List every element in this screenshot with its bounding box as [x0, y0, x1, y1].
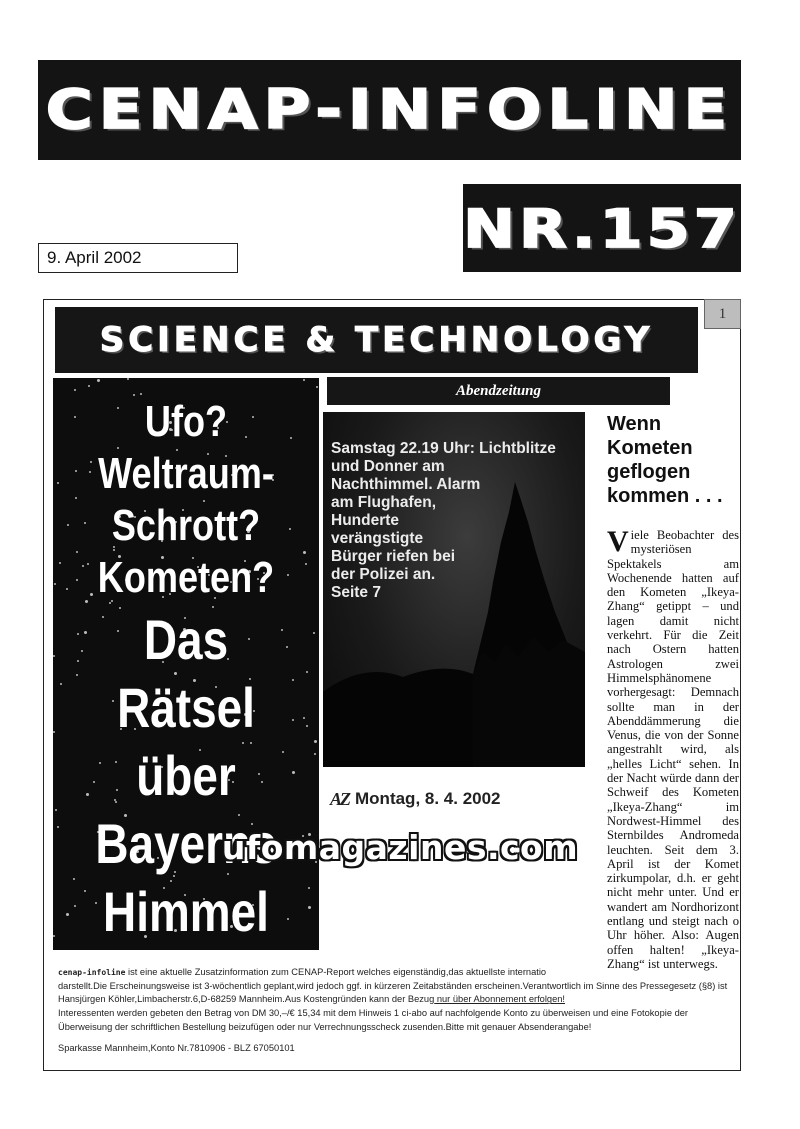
star-dot: [74, 905, 76, 907]
section-banner: [55, 307, 698, 373]
headline-line: über: [136, 744, 236, 807]
star-dot: [57, 482, 59, 484]
title-line: Wenn: [607, 413, 662, 435]
article-dropcap: V: [607, 525, 629, 558]
star-dot: [308, 887, 310, 889]
question-line: Ufo?: [144, 397, 228, 446]
star-dot: [66, 913, 69, 916]
caption-line: am Flughafen,: [331, 494, 437, 511]
caption-line: Samstag 22.19 Uhr: Lichtblitze: [331, 440, 556, 457]
night-sky-photo: [323, 412, 585, 767]
caption-line: Bürger riefen bei: [331, 548, 456, 565]
headline-line: Das: [143, 608, 229, 671]
star-dot: [60, 683, 62, 685]
page-number: 1: [704, 299, 741, 329]
star-dot: [55, 809, 57, 811]
title-line: kommen . . .: [607, 485, 723, 507]
newspaper-name-bar: [327, 377, 670, 405]
caption-line: und Donner am: [331, 458, 445, 475]
clipping-headline: [77, 606, 295, 946]
question-line: Weltraum-: [98, 449, 274, 498]
headline-line: Himmel: [103, 880, 269, 943]
newspaper-name: Abendzeitung: [455, 382, 542, 399]
issue-date-box: [38, 243, 238, 273]
star-dot: [313, 632, 315, 634]
masthead-banner: [38, 60, 741, 160]
star-dot: [127, 378, 129, 380]
masthead-title: CENAP-INFOLINE: [45, 78, 734, 142]
footer-bank-details: Sparkasse Mannheim,Konto Nr.7810906 - BLZ 67050101: [58, 1042, 295, 1053]
star-dot: [314, 740, 317, 743]
star-dot: [66, 588, 68, 590]
issue-number-box: [463, 184, 741, 272]
star-dot: [306, 671, 308, 673]
issue-number: NR.157: [463, 196, 741, 260]
star-dot: [73, 878, 75, 880]
photo-caption: [331, 440, 579, 602]
footer-text-1: ist eine aktuelle Zusatzinformation zum CENAP-Report welches eigenständig,das aktuellste internatio: [125, 967, 547, 977]
star-dot: [303, 551, 306, 554]
section-title: SCIENCE & TECHNOLOGY: [99, 320, 654, 360]
star-dot: [303, 717, 305, 719]
star-dot: [53, 935, 55, 937]
star-dot: [305, 563, 307, 565]
footer-notice: [58, 966, 738, 1062]
footer-text-2: darstellt.Die Erscheinungsweise ist 3-wöchentlich geplant,wird jedoch ggf. in kürzeren Zeitabständen erscheinen.Verantwortlich im Sinne des Pressegesetz (§8) ist Hansjürgen Köhler,Limbacherstr.6,D-68259 Mannheim.Aus Kostengründen kann der Bezug: [58, 980, 728, 1005]
caption-line: Seite 7: [331, 584, 381, 601]
star-dot: [59, 562, 61, 564]
star-dot: [314, 753, 316, 755]
caption-line: der Polizei an.: [331, 566, 436, 583]
title-line: geflogen: [607, 461, 691, 483]
star-dot: [53, 655, 55, 657]
star-dot: [308, 906, 311, 909]
footer-subscription-note: nur über Abonnement erfolgen!: [434, 994, 566, 1005]
star-dot: [74, 416, 76, 418]
caption-line: Nachthimmel. Alarm: [331, 476, 481, 493]
dateline-text: Montag, 8. 4. 2002: [355, 789, 501, 808]
title-line: Kometen: [607, 437, 693, 459]
article-text: iele Beobachter des mysteriösen Spektakels am Wochenende hatten auf den Kometen „Ikeya-Zhang“ getippt – und lagen damit nicht verkehrt. Für die Zeit nach Ostern hatten Astrologen zwei Himmelsphänomene vorhergesagt: Demnach sollte man in der Abenddämmerung die Venus, die von der Sonne angestrahlt wird, als „helles Licht“ sehen. In der Nacht würde dann der Schweif des Kometen „Ikeya-Zhang“ im Nordwest-Himmel des Sternbildes Andromeda leuchten. Seit dem 3. April ist der Komet zirkumpolar, d.h. er geht nicht mehr unter. Und er wandert am Nordhorizont entlang und steigt nach o Uhr höher. Also: Augen offen halten! „Ikeya-Zhang“ ist unterwegs.: [607, 528, 739, 971]
footer-brand: cenap-infoline: [58, 968, 126, 977]
star-dot: [88, 385, 90, 387]
article-title: [607, 412, 747, 508]
star-dot: [306, 725, 308, 727]
headline-line: Rätsel: [117, 676, 255, 739]
star-dot: [53, 731, 55, 733]
star-dot: [303, 379, 305, 381]
article-body: [607, 525, 739, 971]
clipping-question: [77, 396, 295, 604]
issue-date: 9. April 2002: [47, 248, 142, 267]
question-line: Kometen?: [97, 553, 275, 602]
question-line: Schrott?: [111, 501, 261, 550]
footer-text-3: Interessenten werden gebeten den Betrag von DM 30,–/€ 15,34 mit dem Hinweis 1 ci-abo auf nachfolgende Konto zu überweisen und eine Fotokopie der Überweisung der schriftlichen Bestellung beizufügen oder nur Verrechnungsscheck zusenden.Bitte mit genauer Absenderangabe!: [58, 1008, 689, 1032]
star-dot: [74, 389, 76, 391]
caption-line: Hunderte: [331, 512, 400, 529]
star-dot: [97, 379, 100, 382]
star-dot: [140, 393, 142, 395]
star-dot: [54, 583, 56, 585]
az-logo: AZ: [330, 788, 350, 809]
star-dot: [67, 524, 69, 526]
newspaper-dateline: [330, 786, 580, 812]
star-dot: [316, 386, 318, 388]
star-dot: [57, 826, 59, 828]
headline-line: Bayerns: [95, 812, 277, 875]
site-watermark: ufomagazines.com: [221, 827, 579, 867]
caption-line: verängstigte: [331, 530, 424, 547]
